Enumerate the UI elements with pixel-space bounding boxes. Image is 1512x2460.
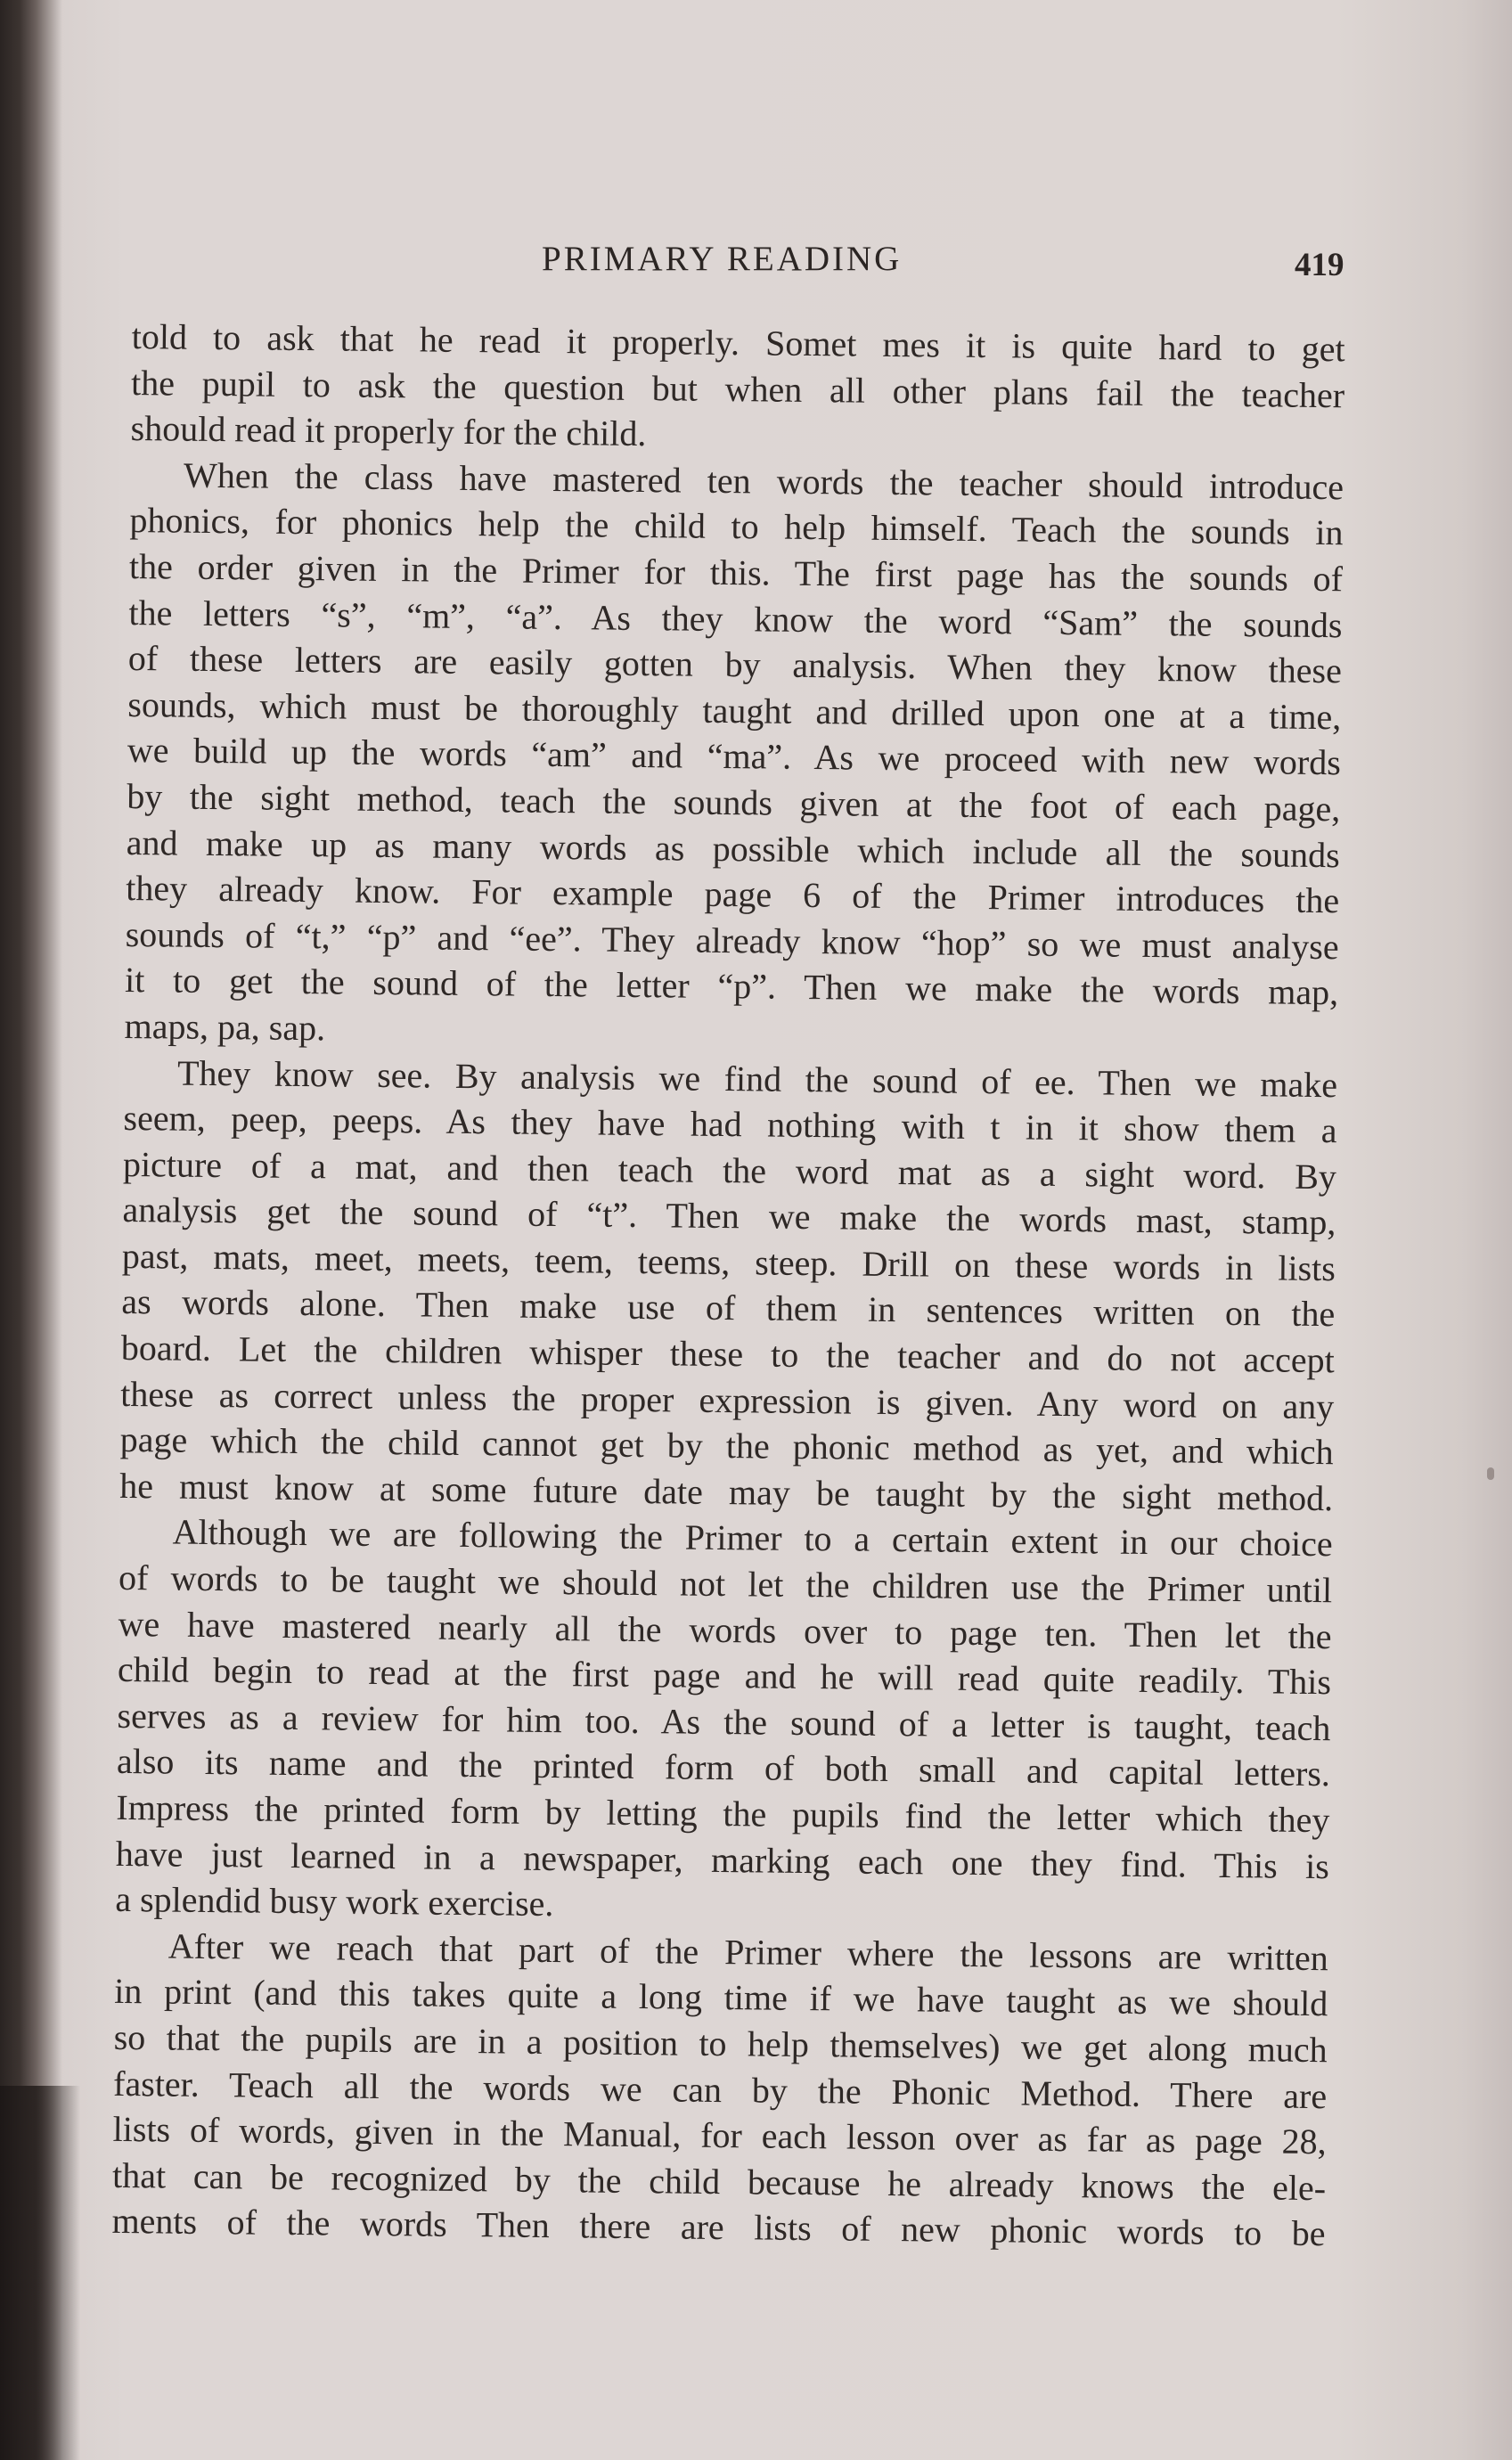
text-line: these as correct unless the proper expression is given. Any word on any [120, 1373, 1335, 1426]
book-binding-shadow-bottom [0, 2086, 80, 2460]
text-line: lists of words, given in the Manual, for each lesson over as far as page 28, [112, 2109, 1327, 2162]
text-line: a splendid busy work exercise. [115, 1879, 554, 1925]
page-number: 419 [1295, 247, 1344, 283]
text-line: the order given in the Primer for this. The first page has the sounds of [128, 545, 1344, 600]
text-line: sounds of “t,” “p” and “ee”. They already know “hop” so we must analyse [125, 913, 1339, 967]
text-line: picture of a mat, and then teach the word mat as a sight word. By [122, 1143, 1337, 1197]
text-line: told to ask that he read it properly. Somet mes it is quite hard to get [131, 315, 1345, 370]
text-line: maps, pa, sap. [124, 1005, 326, 1049]
text-line: serves as a review for him too. As the sound of a letter is taught, teach [117, 1695, 1331, 1748]
text-line: have just learned in a newspaper, marking each one they find. This is [115, 1833, 1330, 1886]
text-line: phonics, for phonics help the child to help himself. Teach the sounds in [129, 500, 1344, 553]
text-line: should read it properly for the child. [130, 408, 647, 454]
text-line: of words to be taught we should not let the children use the Primer until [118, 1557, 1333, 1611]
running-head: PRIMARY READING [542, 240, 903, 278]
text-line: in print (and this takes quite a long time if we have taught as we should [114, 1971, 1328, 2024]
text-line: that can be recognized by the child because he already knows the ele- [111, 2154, 1327, 2208]
text-line: seem, peep, peeps. As they have had nothing with t in it show them a [123, 1098, 1337, 1151]
page-smudge [1487, 1467, 1494, 1480]
text-line: After we reach that part of the Primer where the lessons are written [168, 1925, 1328, 1978]
text-line: we have mastered nearly all the words over to page ten. Then let the [118, 1603, 1332, 1656]
text-line: it to get the sound of the letter “p”. Then we make the words map, [124, 960, 1339, 1013]
text-line: the pupil to ask the question but when all other plans fail the teacher [130, 362, 1345, 415]
text-line: also its name and the printed form of both small and capital letters. [116, 1741, 1331, 1794]
text-line: past, mats, meet, meets, teem, teems, steep. Drill on these words in lists [121, 1235, 1336, 1289]
text-line: sounds, which must be thoroughly taught and drilled upon one at a time, [127, 683, 1342, 737]
text-line: Although we are following the Primer to a certain extent in our choice [172, 1511, 1333, 1565]
text-line: of these letters are easily gotten by analysis. When they know these [127, 638, 1343, 691]
text-line: he must know at some future date may be taught by the sight method. [119, 1465, 1334, 1519]
text-line: and make up as many words as possible which include all the sounds [126, 821, 1340, 875]
text-line: analysis get the sound of “t”. Then we make the words mast, stamp, [122, 1189, 1336, 1243]
text-line: When the class have mastered ten words the teacher should introduce [183, 454, 1344, 508]
text-line: page which the child cannot get by the phonic method as yet, and which [119, 1419, 1334, 1473]
text-line: by the sight method, teach the sounds given at the foot of each page, [127, 775, 1341, 830]
text-line: as words alone. Then make use of them in sentences written on the [121, 1281, 1336, 1335]
body-text [111, 314, 1345, 2257]
text-line: Impress the printed form by letting the pupils find the letter which they [116, 1786, 1330, 1841]
text-line: so that the pupils are in a position to help themselves) we get along much [113, 2016, 1328, 2071]
text-line: faster. Teach all the words we can by the Phonic Method. There are [112, 2063, 1328, 2116]
text-line: we build up the words “am” and “ma”. As we proceed with new words [127, 730, 1342, 783]
text-line: the letters “s”, “m”, “a”. As they know the word “Sam” the sounds [128, 592, 1343, 645]
text-line: board. Let the children whisper these to the teacher and do not accept [120, 1328, 1336, 1381]
text-line: child begin to read at the first page and he will read quite readily. This [117, 1649, 1332, 1703]
text-line: they already know. For example page 6 of the Primer introduces the [126, 868, 1340, 921]
text-line: They know see. By analysis we find the sound of ee. Then we make [176, 1052, 1338, 1105]
text-line: ments of the words Then there are lists of new phonic words to be [111, 2201, 1326, 2254]
